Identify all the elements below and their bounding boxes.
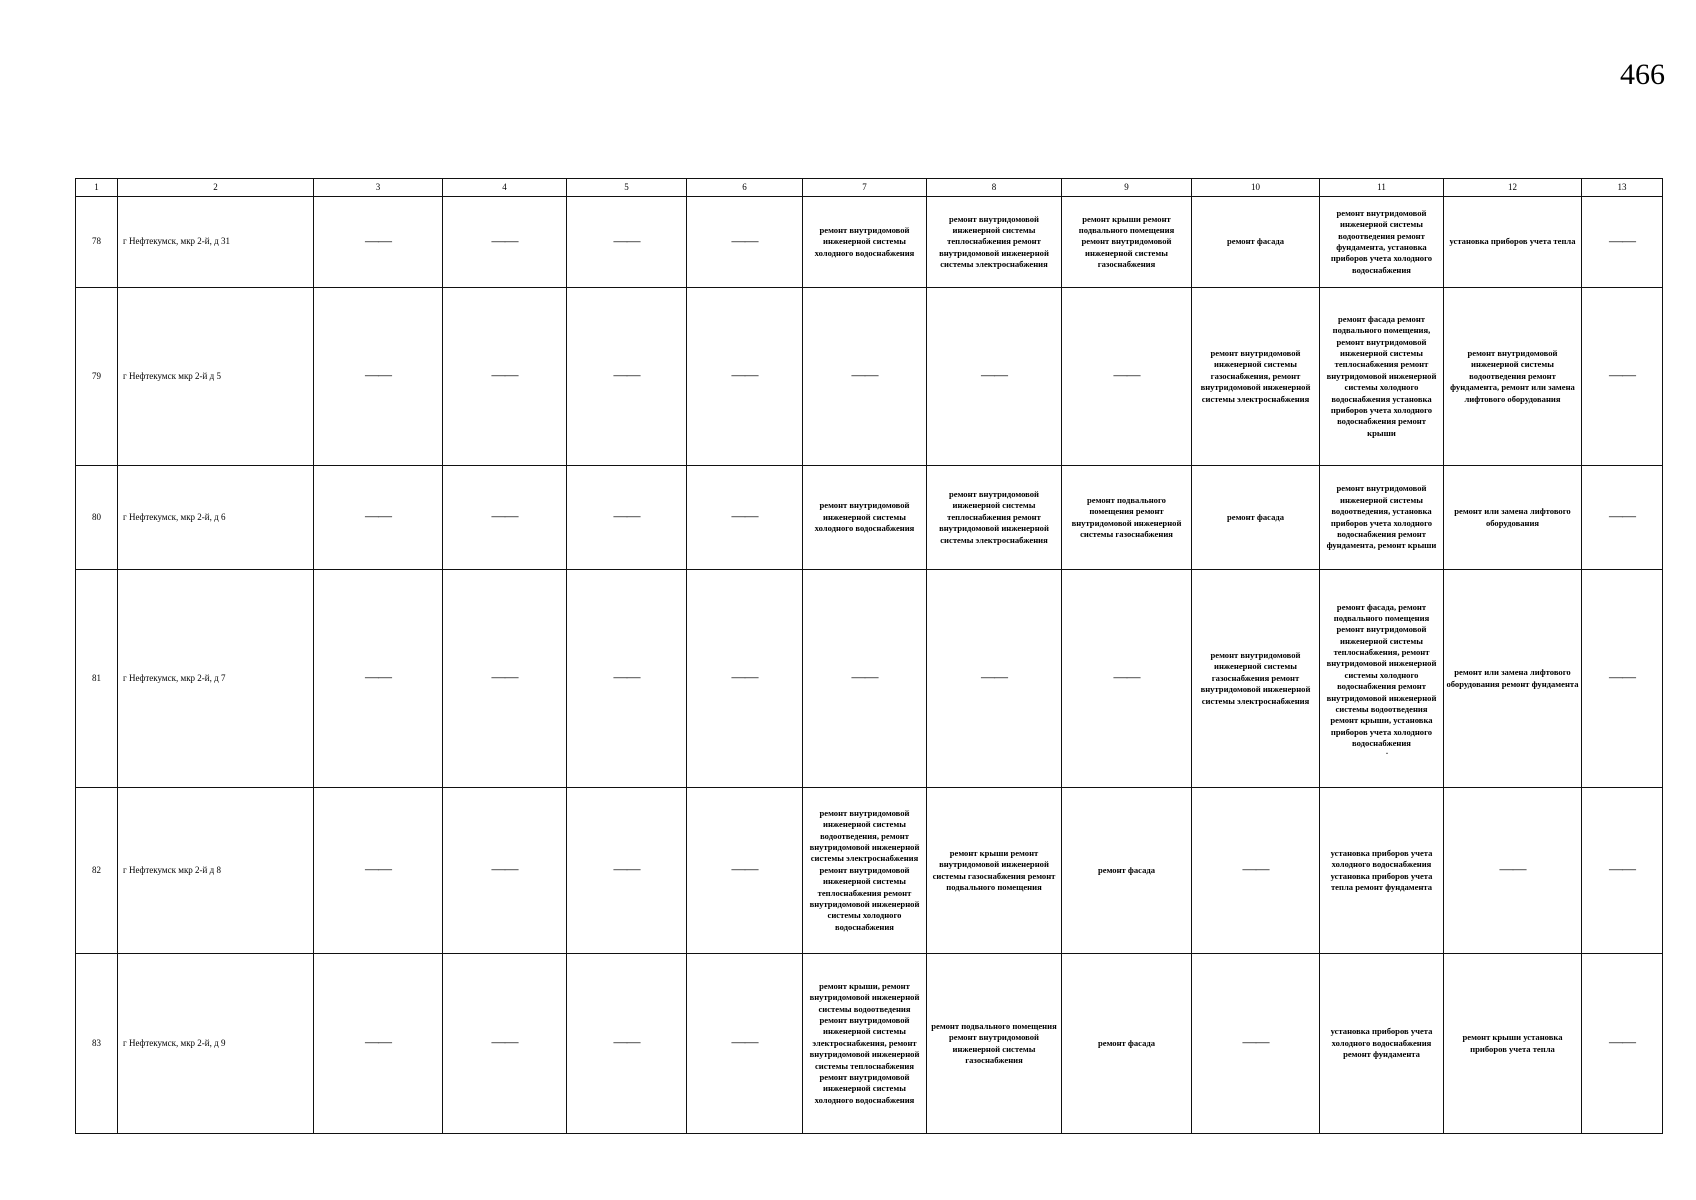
work-cell: ремонт внутридомовой инженерной системы газоснабжения, ремонт внутридомовой инженерной системы электроснабжения bbox=[1192, 288, 1320, 466]
dash-mark: —— bbox=[491, 1035, 518, 1051]
work-cell: ремонт фасада bbox=[1062, 954, 1192, 1134]
empty-cell bbox=[567, 288, 687, 466]
dash-mark: —— bbox=[731, 670, 758, 686]
dash-mark: —— bbox=[851, 368, 878, 384]
work-cell: ремонт фасада bbox=[1192, 197, 1320, 288]
dash-mark: —— bbox=[491, 368, 518, 384]
dash-mark: —— bbox=[365, 1035, 391, 1051]
column-number: 4 bbox=[443, 179, 567, 197]
column-number: 1 bbox=[76, 179, 118, 197]
work-cell: ремонт крыши установка приборов учета тепла bbox=[1444, 954, 1582, 1134]
empty-cell bbox=[1192, 954, 1320, 1134]
dash-mark: —— bbox=[365, 233, 391, 249]
work-cell: установка приборов учета холодного водоснабжения ремонт фундамента bbox=[1320, 954, 1444, 1134]
dash-mark: —— bbox=[981, 670, 1007, 686]
column-number: 12 bbox=[1444, 179, 1582, 197]
work-cell: ремонт внутридомовой инженерной системы холодного водоснабжения bbox=[803, 197, 927, 288]
address-cell: г Нефтекумск мкр 2-й д 5 bbox=[118, 288, 314, 466]
empty-cell bbox=[1062, 288, 1192, 466]
work-cell: ремонт внутридомовой инженерной системы теплоснабжения ремонт внутридомовой инженерной системы электроснабжения bbox=[927, 466, 1062, 570]
work-cell: ремонт внутридомовой инженерной системы газоснабжения ремонт внутридомовой инженерной системы электроснабжения bbox=[1192, 570, 1320, 788]
table-row bbox=[76, 570, 1663, 788]
dash-mark: —— bbox=[365, 509, 391, 525]
dash-mark: —— bbox=[365, 670, 391, 686]
column-number: 2 bbox=[118, 179, 314, 197]
address-cell: г Нефтекумск, мкр 2-й, д 9 bbox=[118, 954, 314, 1134]
dash-mark: —— bbox=[613, 670, 640, 686]
row-number: 80 bbox=[76, 466, 118, 570]
work-cell: ремонт внутридомовой инженерной системы водоотведения ремонт фундамента, установка приборов учета холодного водоснабжения bbox=[1320, 197, 1444, 288]
dash-mark: —— bbox=[613, 1035, 640, 1051]
empty-cell bbox=[443, 197, 567, 288]
dash-mark: —— bbox=[1113, 368, 1140, 384]
empty-cell bbox=[1582, 788, 1663, 954]
empty-cell bbox=[443, 788, 567, 954]
address-cell: г Нефтекумск, мкр 2-й, д 31 bbox=[118, 197, 314, 288]
dash-mark: —— bbox=[1609, 368, 1635, 384]
empty-cell bbox=[927, 288, 1062, 466]
work-cell: ремонт внутридомовой инженерной системы водоотведения, установка приборов учета холодного водоснабжения ремонт фундамента, ремонт крыши bbox=[1320, 466, 1444, 570]
dash-mark: —— bbox=[1609, 509, 1635, 525]
address-cell: г Нефтекумск мкр 2-й д 8 bbox=[118, 788, 314, 954]
empty-cell bbox=[1192, 788, 1320, 954]
work-cell bbox=[1320, 570, 1444, 788]
dash-mark: —— bbox=[613, 509, 640, 525]
empty-cell bbox=[443, 466, 567, 570]
work-cell: ремонт или замена лифтового оборудования ремонт фундамента bbox=[1444, 570, 1582, 788]
empty-cell bbox=[314, 466, 443, 570]
column-number: 7 bbox=[803, 179, 927, 197]
empty-cell bbox=[803, 570, 927, 788]
work-cell: ремонт внутридомовой инженерной системы водоотведения ремонт фундамента, ремонт или замена лифтового оборудования bbox=[1444, 288, 1582, 466]
empty-cell bbox=[687, 466, 803, 570]
work-cell-text: ремонт фасада, ремонт подвального помещения ремонт внутридомовой инженерной системы теплоснабжения, ремонт внутридомовой инженерной системы холодного водоснабжения ремонт внутридомовой инженерной системы водоотведения ремонт крыши, установка приборов учета холодного водоснабжения bbox=[1326, 601, 1437, 748]
table-row bbox=[76, 197, 1663, 288]
dash-mark: —— bbox=[491, 670, 518, 686]
empty-cell bbox=[567, 197, 687, 288]
empty-cell bbox=[443, 288, 567, 466]
empty-cell bbox=[687, 788, 803, 954]
dash-mark: —— bbox=[613, 862, 640, 878]
dash-mark: —— bbox=[1609, 233, 1635, 249]
empty-cell bbox=[687, 288, 803, 466]
empty-cell bbox=[803, 288, 927, 466]
work-cell: ремонт крыши, ремонт внутридомовой инженерной системы водоотведения ремонт внутридомовой инженерной системы электроснабжения, ремонт внутридомовой инженерной системы теплоснабжения ремонт внутридомовой инженерной системы холодного водоснабжения bbox=[803, 954, 927, 1134]
work-cell: ремонт внутридомовой инженерной системы водоотведения, ремонт внутридомовой инженерной системы электроснабжения ремонт внутридомовой инженерной системы теплоснабжения ремонт внутридомовой инженерной системы холодного водоснабжения bbox=[803, 788, 927, 954]
empty-cell bbox=[1582, 954, 1663, 1134]
empty-cell bbox=[443, 954, 567, 1134]
empty-cell bbox=[314, 197, 443, 288]
work-cell: установка приборов учета холодного водоснабжения установка приборов учета тепла ремонт фундамента bbox=[1320, 788, 1444, 954]
table-row bbox=[76, 788, 1663, 954]
dash-mark: —— bbox=[1242, 1035, 1269, 1051]
empty-cell bbox=[314, 288, 443, 466]
dash-mark: —— bbox=[613, 368, 640, 384]
empty-cell bbox=[687, 197, 803, 288]
empty-cell bbox=[1582, 570, 1663, 788]
empty-cell bbox=[927, 570, 1062, 788]
dash-mark: —— bbox=[1609, 1035, 1635, 1051]
empty-cell bbox=[1444, 788, 1582, 954]
work-cell: ремонт фасада ремонт подвального помещения, ремонт внутридомовой инженерной системы теплоснабжения ремонт внутридомовой инженерной системы холодного водоснабжения установка приборов учета холодного водоснабжения ремонт крыши bbox=[1320, 288, 1444, 466]
work-cell: ремонт подвального помещения ремонт внутридомовой инженерной системы газоснабжения bbox=[927, 954, 1062, 1134]
empty-cell bbox=[567, 570, 687, 788]
column-number: 10 bbox=[1192, 179, 1320, 197]
row-number: 78 bbox=[76, 197, 118, 288]
dash-mark: —— bbox=[1609, 670, 1635, 686]
column-number: 11 bbox=[1320, 179, 1444, 197]
dash-mark: —— bbox=[491, 509, 518, 525]
repair-schedule-table bbox=[75, 178, 1663, 1134]
column-number-header-row bbox=[76, 179, 1663, 197]
empty-cell bbox=[567, 466, 687, 570]
table-row bbox=[76, 288, 1663, 466]
dash-mark: —— bbox=[1499, 862, 1526, 878]
dash-mark: —— bbox=[731, 233, 758, 249]
column-number: 8 bbox=[927, 179, 1062, 197]
empty-cell bbox=[687, 954, 803, 1134]
row-number: 83 bbox=[76, 954, 118, 1134]
row-number: 82 bbox=[76, 788, 118, 954]
work-cell: ремонт крыши ремонт внутридомовой инженерной системы газоснабжения ремонт подвального помещения bbox=[927, 788, 1062, 954]
dash-mark: —— bbox=[1242, 862, 1269, 878]
column-number: 3 bbox=[314, 179, 443, 197]
work-cell: ремонт крыши ремонт подвального помещения ремонт внутридомовой инженерной системы газоснабжения bbox=[1062, 197, 1192, 288]
column-number: 6 bbox=[687, 179, 803, 197]
empty-cell bbox=[1582, 197, 1663, 288]
table-row bbox=[76, 466, 1663, 570]
dash-mark: —— bbox=[365, 368, 391, 384]
dash-mark: —— bbox=[365, 862, 391, 878]
empty-cell bbox=[687, 570, 803, 788]
empty-cell bbox=[1062, 570, 1192, 788]
page-number: 466 bbox=[1620, 58, 1665, 91]
work-cell: ремонт внутридомовой инженерной системы теплоснабжения ремонт внутридомовой инженерной системы электроснабжения bbox=[927, 197, 1062, 288]
empty-cell bbox=[314, 954, 443, 1134]
address-cell: г Нефтекумск, мкр 2-й, д 6 bbox=[118, 466, 314, 570]
empty-cell bbox=[1582, 466, 1663, 570]
dash-mark: —— bbox=[491, 862, 518, 878]
dash-mark: —— bbox=[981, 368, 1007, 384]
column-number: 9 bbox=[1062, 179, 1192, 197]
dash-mark: —— bbox=[731, 862, 758, 878]
dash-mark: —— bbox=[731, 1035, 758, 1051]
empty-cell bbox=[567, 788, 687, 954]
dash-mark: —— bbox=[1113, 670, 1140, 686]
empty-cell bbox=[443, 570, 567, 788]
column-number: 5 bbox=[567, 179, 687, 197]
work-cell: ремонт подвального помещения ремонт внутридомовой инженерной системы газоснабжения bbox=[1062, 466, 1192, 570]
empty-cell bbox=[567, 954, 687, 1134]
row-number: 81 bbox=[76, 570, 118, 788]
stray-mark: . bbox=[1386, 747, 1388, 757]
work-cell: ремонт или замена лифтового оборудования bbox=[1444, 466, 1582, 570]
address-cell: г Нефтекумск, мкр 2-й, д 7 bbox=[118, 570, 314, 788]
row-number: 79 bbox=[76, 288, 118, 466]
dash-mark: —— bbox=[731, 509, 758, 525]
dash-mark: —— bbox=[491, 233, 518, 249]
empty-cell bbox=[1582, 288, 1663, 466]
dash-mark: —— bbox=[613, 233, 640, 249]
dash-mark: —— bbox=[731, 368, 758, 384]
column-number: 13 bbox=[1582, 179, 1663, 197]
empty-cell bbox=[314, 570, 443, 788]
table-row bbox=[76, 954, 1663, 1134]
work-cell: ремонт внутридомовой инженерной системы холодного водоснабжения bbox=[803, 466, 927, 570]
work-cell: ремонт фасада bbox=[1192, 466, 1320, 570]
dash-mark: —— bbox=[851, 670, 878, 686]
work-cell: установка приборов учета тепла bbox=[1444, 197, 1582, 288]
dash-mark: —— bbox=[1609, 862, 1635, 878]
empty-cell bbox=[314, 788, 443, 954]
work-cell: ремонт фасада bbox=[1062, 788, 1192, 954]
